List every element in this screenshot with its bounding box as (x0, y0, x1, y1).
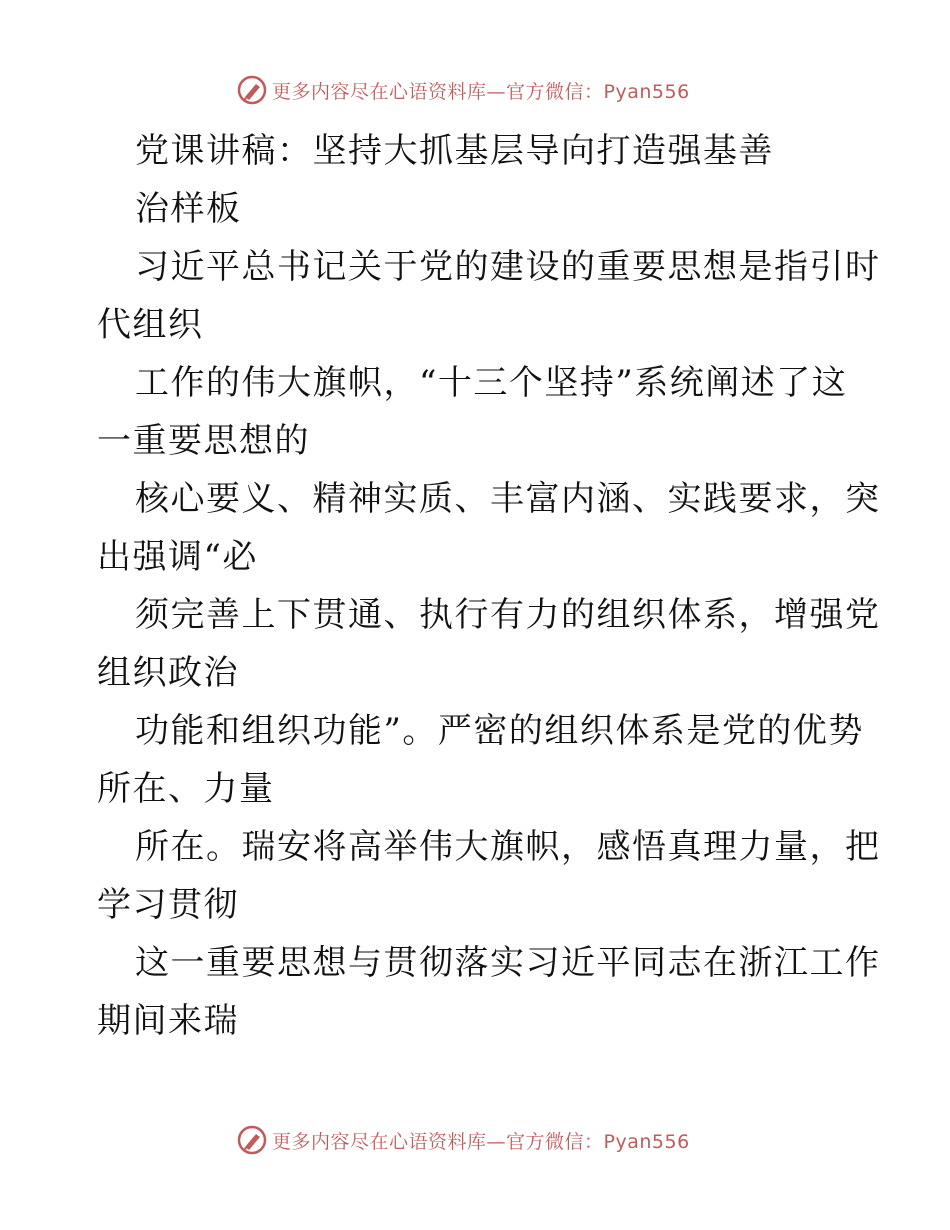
text-line: 这一重要思想与贯彻落实习近平同志在浙江工作 (135, 943, 881, 983)
text-line: 所在、力量 (97, 769, 275, 809)
text-line: 一重要思想的 (97, 421, 310, 461)
text-line: 工作的伟大旗帜，“十三个坚持”系统阐述了这 (135, 363, 848, 403)
text-line: 党课讲稿：坚持大抓基层导向打造强基善 (135, 131, 774, 171)
text-line: 功能和组织功能”。严密的组织体系是党的优势 (135, 711, 864, 751)
text-line: 组织政治 (97, 653, 239, 693)
text-line: 所在。瑞安将高举伟大旗帜，感悟真理力量，把 (135, 827, 881, 867)
document-body (97, 122, 881, 1050)
text-line: 出强调“必 (97, 537, 258, 577)
text-line: 习近平总书记关于党的建设的重要思想是指引时 (135, 247, 881, 287)
text-line: 核心要义、精神实质、丰富内涵、实践要求，突 (135, 479, 881, 519)
text-line: 须完善上下贯通、执行有力的组织体系，增强党 (135, 595, 881, 635)
header-watermark (236, 72, 690, 108)
watermark-wechat: 官方微信：Pyan556 (506, 1130, 690, 1153)
pen-logo-icon (236, 1124, 268, 1156)
watermark-text: 更多内容尽在心语资料库— (272, 1130, 507, 1153)
text-line: 学习贯彻 (97, 885, 239, 925)
footer-watermark (236, 1122, 690, 1158)
text-line: 治样板 (135, 189, 242, 229)
text-line: 期间来瑞 (97, 1001, 239, 1041)
watermark-text: 更多内容尽在心语资料库— (272, 80, 507, 103)
watermark-wechat: 官方微信：Pyan556 (506, 80, 690, 103)
pen-logo-icon (236, 74, 268, 106)
text-line: 代组织 (97, 305, 204, 345)
